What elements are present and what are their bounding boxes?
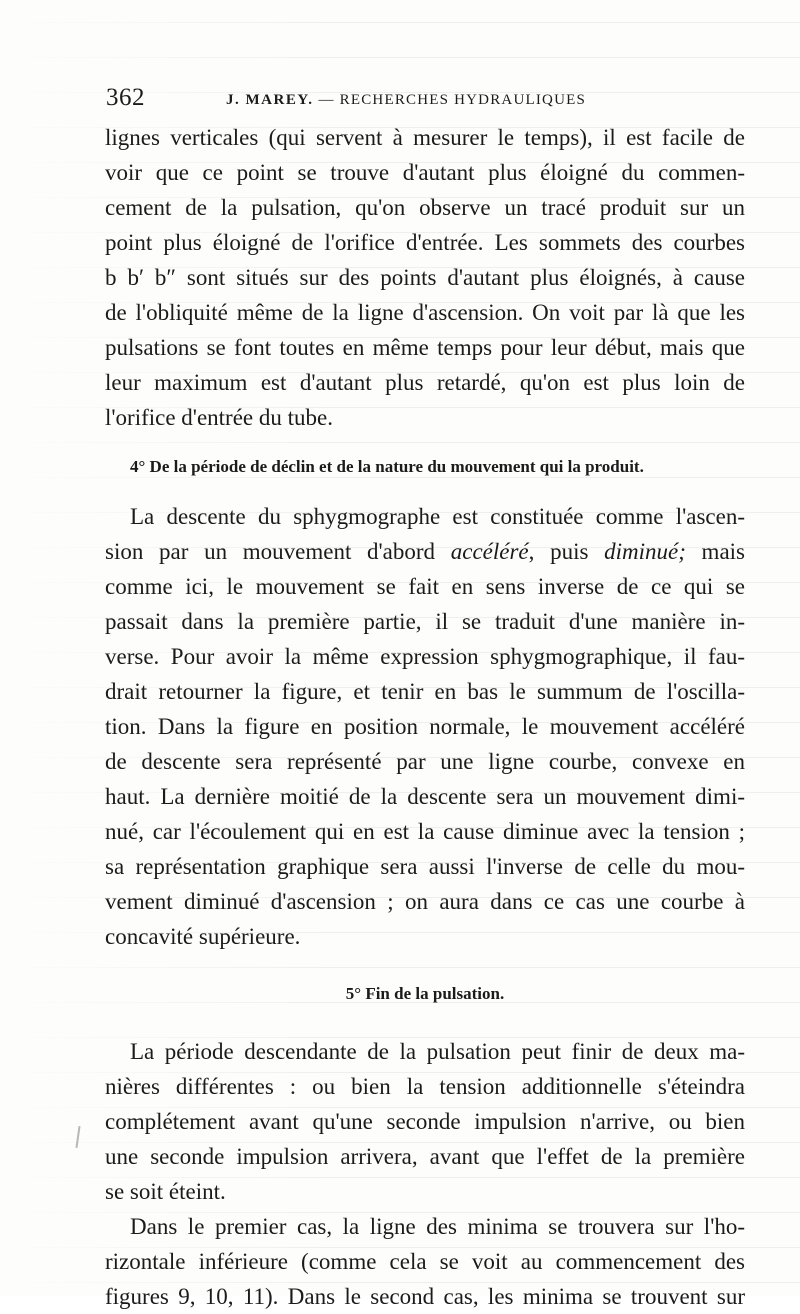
- text-line: comme ici, le mouvement se fait en sens inverse de ce qui se: [105, 574, 745, 599]
- section-heading-fin: 5° Fin de la pulsation.: [345, 984, 505, 1003]
- text-line: La période descendante de la pulsation peut finir de deux ma-: [130, 1039, 745, 1064]
- section-heading-declin: 4° De la période de déclin et de la nature du mouvement qui la produit.: [130, 457, 644, 476]
- spacer: [105, 954, 745, 974]
- text-line: Dans le premier cas, la ligne des minima se trouvera sur l'ho-: [130, 1214, 745, 1239]
- spacer: [105, 487, 745, 499]
- book-title: RECHERCHES HYDRAULIQUES: [339, 92, 587, 108]
- page-number: 362: [106, 84, 145, 111]
- text-line: point plus éloigné de l'orifice d'entrée. Les sommets des courbes: [105, 230, 745, 255]
- text-line: sa représentation graphique sera aussi l'inverse de celle du mou-: [105, 854, 745, 879]
- text-line: leur maximum est d'autant plus retardé, qu'on est plus loin de: [105, 370, 745, 395]
- text-line: voir que ce point se trouve d'autant plus éloigné du commen-: [105, 160, 745, 185]
- text-line: de l'obliquité même de la ligne d'ascension. On voit par là que les: [105, 300, 745, 325]
- text-line: [105, 534, 745, 569]
- body-text: [105, 120, 745, 1314]
- spacer: [105, 435, 745, 447]
- margin-mark: [75, 1126, 80, 1148]
- text-segment: mais: [685, 539, 745, 564]
- spacer: [105, 1014, 745, 1034]
- text-line: cement de la pulsation, qu'on observe un tracé produit sur un: [105, 195, 745, 220]
- paragraph-continuation: [105, 120, 745, 435]
- text-line: complétement avant qu'une seconde impulsion n'arrive, ou bien: [105, 1109, 745, 1134]
- text-line: vement diminué d'ascension ; on aura dans ce cas une courbe à: [105, 889, 745, 914]
- text-line: se soit éteint.: [105, 1179, 226, 1204]
- paragraph-premier-cas: [105, 1209, 745, 1314]
- paragraph-descente: [105, 499, 745, 954]
- text-line: de descente sera représenté par une ligne courbe, convexe en: [105, 749, 745, 774]
- text-line: b b′ b″ sont situés sur des points d'autant plus éloignés, à cause: [105, 265, 745, 290]
- text-line: pulsations se font toutes en même temps pour leur début, mais que: [105, 335, 745, 360]
- text-line: nué, car l'écoulement qui en est la cause diminue avec la tension ;: [105, 819, 745, 844]
- text-segment: sion par un mouvement d'abord: [105, 539, 451, 564]
- text-line: drait retourner la figure, et tenir en bas le summum de l'oscilla-: [105, 679, 745, 704]
- text-line: haut. La dernière moitié de la descente sera un mouvement dimi-: [105, 784, 745, 809]
- text-segment: , puis: [528, 539, 605, 564]
- text-line: figures 9, 10, 11). Dans le second cas, les minima se trouvent sur: [105, 1284, 745, 1309]
- text-line: nières différentes : ou bien la tension additionnelle s'éteindra: [105, 1074, 745, 1099]
- author-name: J. MAREY.: [226, 92, 314, 108]
- text-line: une seconde impulsion arrivera, avant que l'effet de la première: [105, 1144, 745, 1169]
- text-line: passait dans la première partie, il se traduit d'une manière in-: [105, 609, 745, 634]
- text-line: verse. Pour avoir la même expression sphygmographique, il fau-: [105, 644, 745, 669]
- running-header: [106, 84, 746, 118]
- text-line: concavité supérieure.: [105, 924, 301, 949]
- italic-term-accelere: accéléré: [450, 539, 529, 564]
- text-line: lignes verticales (qui servent à mesurer le temps), il est facile de: [105, 125, 745, 150]
- italic-term-diminue: diminué;: [604, 539, 686, 564]
- header-separator: —: [318, 92, 335, 108]
- paragraph-periode-descendante: [105, 1034, 745, 1209]
- text-line: La descente du sphygmographe est constituée comme l'ascen-: [130, 504, 745, 529]
- running-title: [226, 92, 586, 109]
- text-line: l'orifice d'entrée du tube.: [105, 405, 333, 430]
- text-line: rizontale inférieure (comme cela se voit au commencement des: [105, 1249, 745, 1274]
- text-line: tion. Dans la figure en position normale, le mouvement accéléré: [105, 714, 745, 739]
